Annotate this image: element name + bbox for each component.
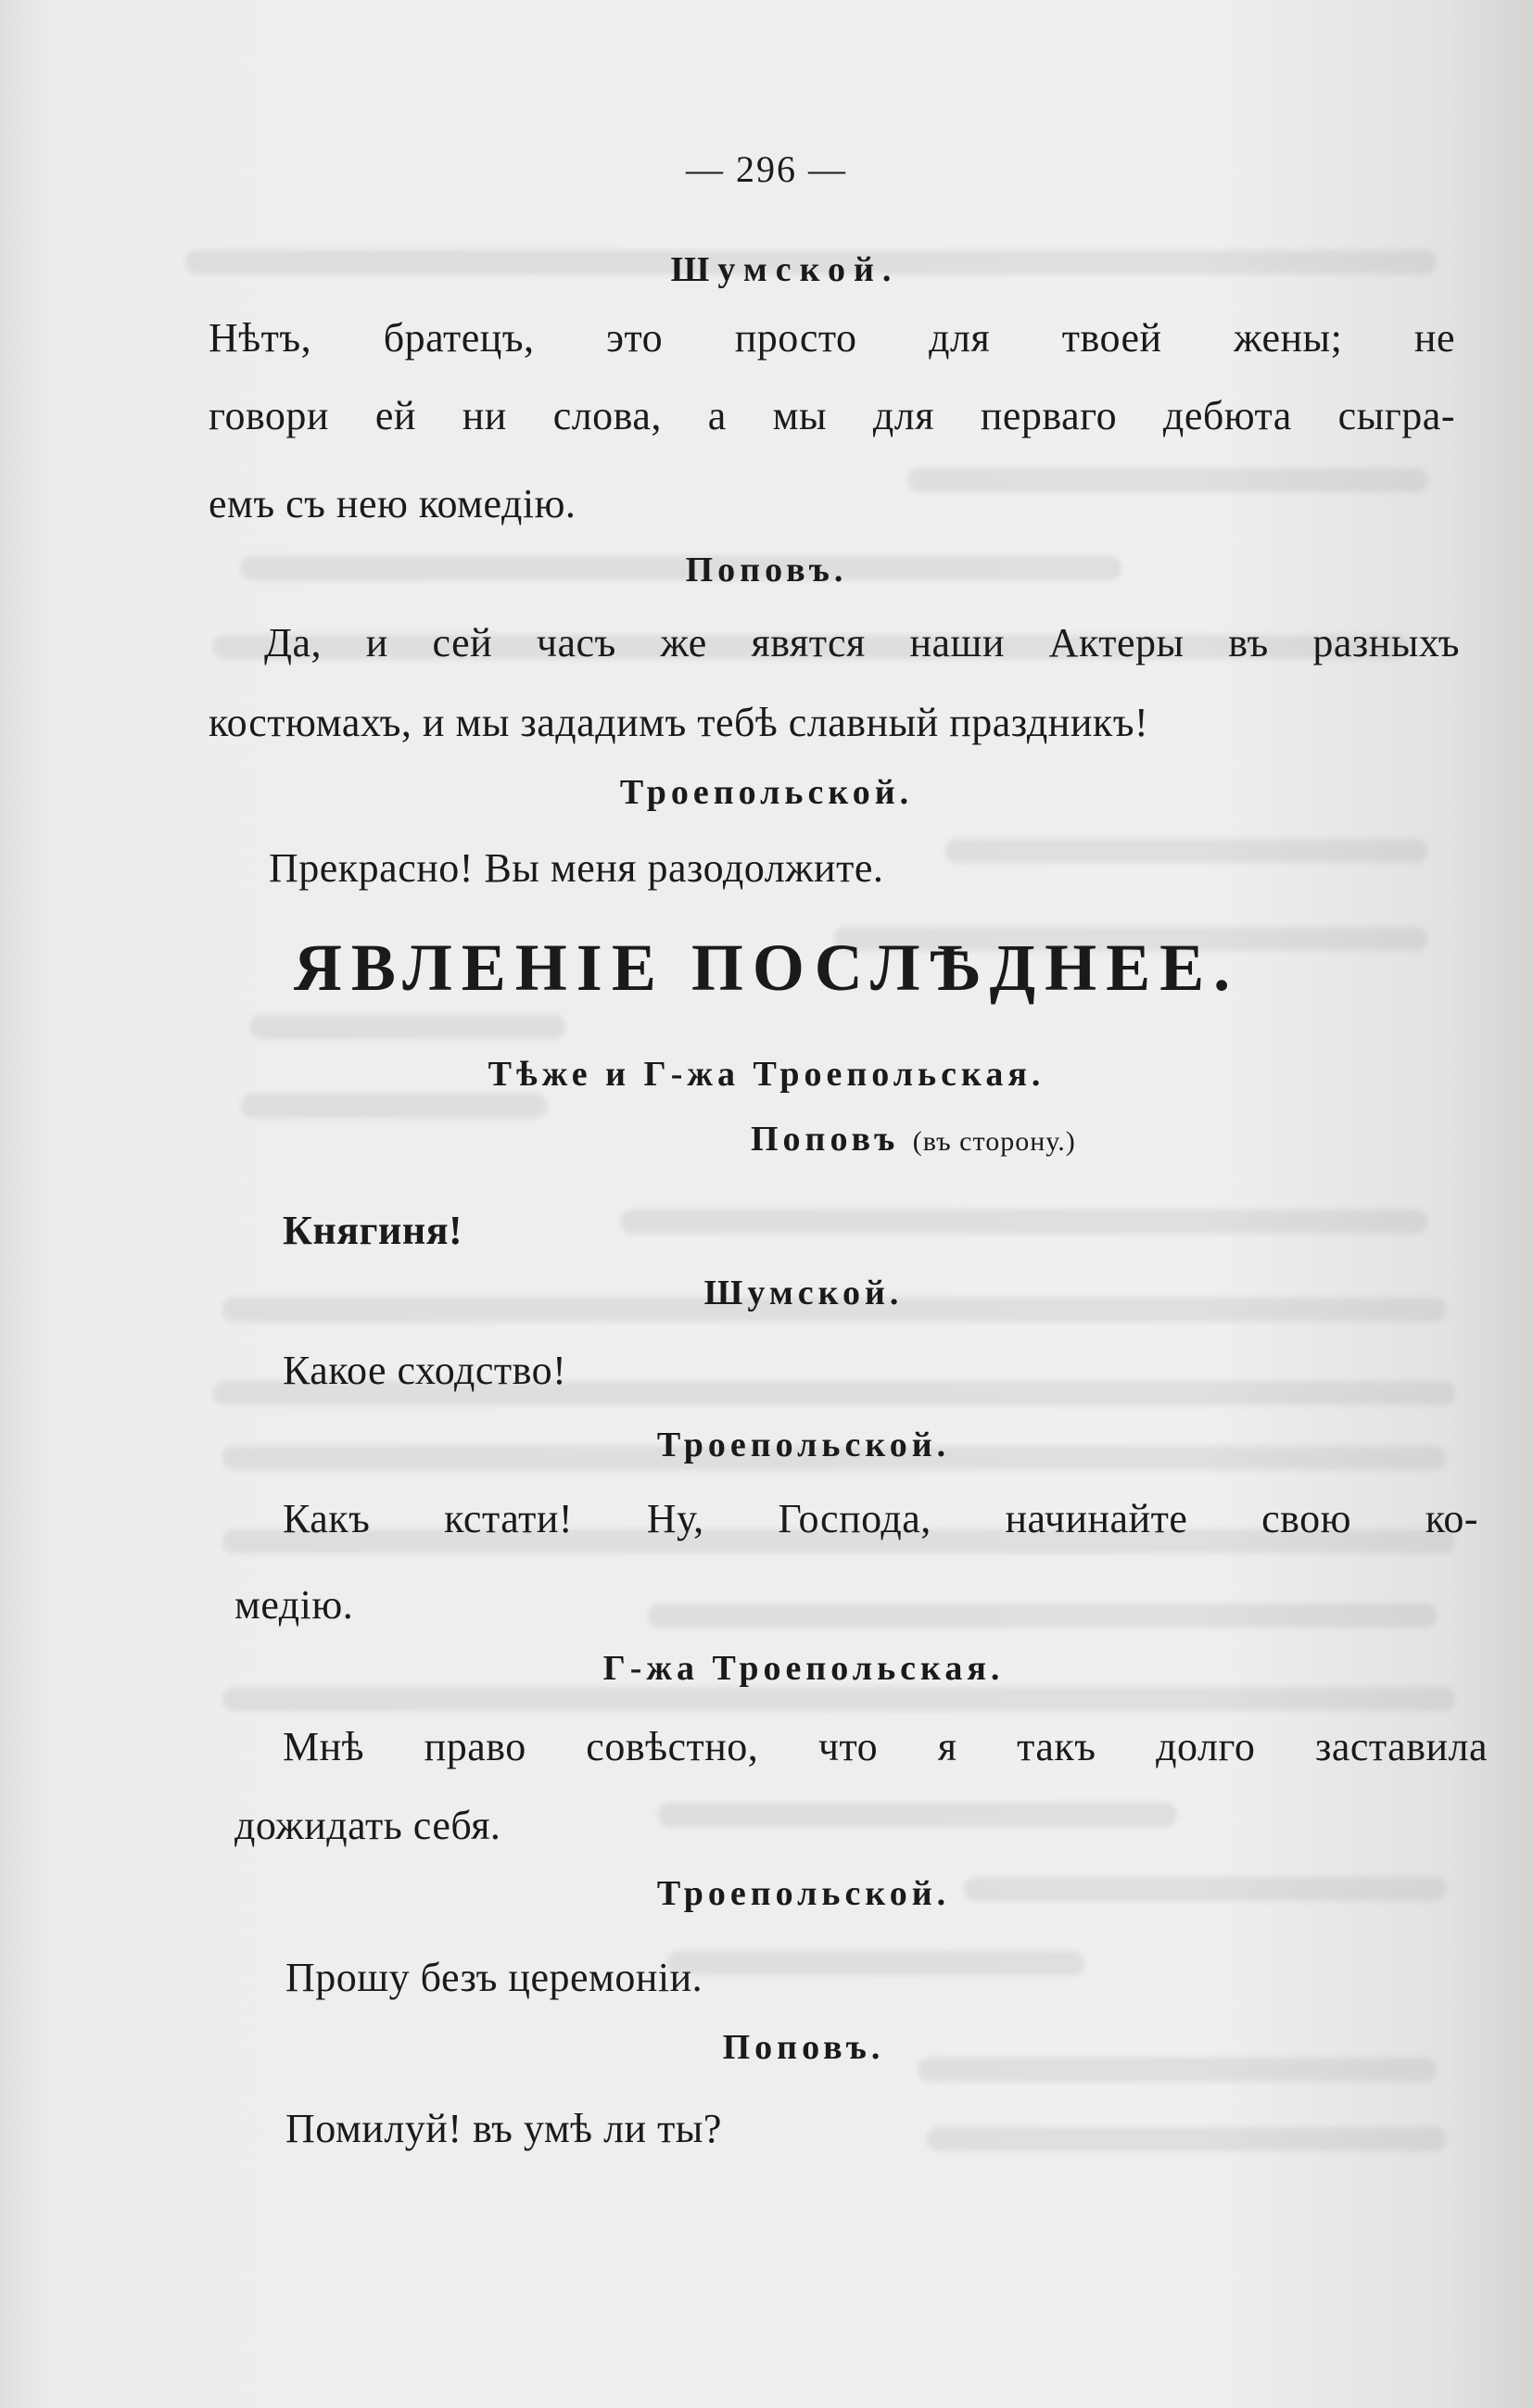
dialogue-line: Княгиня! — [283, 1208, 463, 1253]
speaker-with-aside — [751, 1122, 1076, 1157]
speaker-name: Троепольской. — [656, 1874, 951, 1913]
speaker-name: Поповъ. — [722, 2028, 885, 2067]
speaker-name: Поповъ — [751, 1120, 900, 1159]
dialogue-line: медію. — [234, 1582, 354, 1628]
dialogue-line: Какъ кстати! Ну, Господа, начинайте свою ко- — [283, 1496, 1478, 1541]
speaker-name: Г-жа Троепольская. — [602, 1649, 1005, 1688]
dialogue-line: дожидать себя. — [234, 1803, 501, 1848]
stage-direction: Тѣже и Г-жа Троепольская. — [488, 1055, 1045, 1094]
dialogue-line: Нѣтъ, братецъ, это просто для твоей жены; не — [209, 315, 1455, 361]
dialogue-line: Мнѣ право совѣстно, что я такъ долго заставила — [283, 1724, 1488, 1769]
dialogue-line: емъ съ нею комедію. — [209, 481, 576, 526]
speaker-name: Шумской. — [703, 1274, 904, 1312]
dialogue-line: Прекрасно! Вы меня разодолжите. — [269, 845, 884, 891]
dialogue-line: Какое сходство! — [283, 1348, 567, 1393]
scene-title: ЯВЛЕНІЕ ПОСЛѢДНЕЕ. — [293, 931, 1240, 1005]
speaker-name: Поповъ. — [685, 551, 848, 589]
dialogue-line: Прошу безъ церемоніи. — [285, 1955, 703, 2000]
speaker-name: Шумской. — [670, 250, 900, 289]
dialogue-line: костюмахъ, и мы зададимъ тебѣ славный праздникъ! — [209, 700, 1149, 745]
dialogue-line: Помилуй! въ умѣ ли ты? — [285, 2106, 722, 2151]
page-number: — 296 — — [686, 148, 847, 190]
dialogue-line: Да, и сей часъ же явятся наши Актеры въ разныхъ — [264, 620, 1460, 665]
speaker-name: Троепольской. — [656, 1426, 951, 1464]
dialogue-line: говори ей ни слова, а мы для перваго дебюта сыгра- — [209, 393, 1455, 438]
aside-note: (въ сторону.) — [912, 1126, 1076, 1157]
speaker-name: Троепольской. — [619, 773, 914, 812]
